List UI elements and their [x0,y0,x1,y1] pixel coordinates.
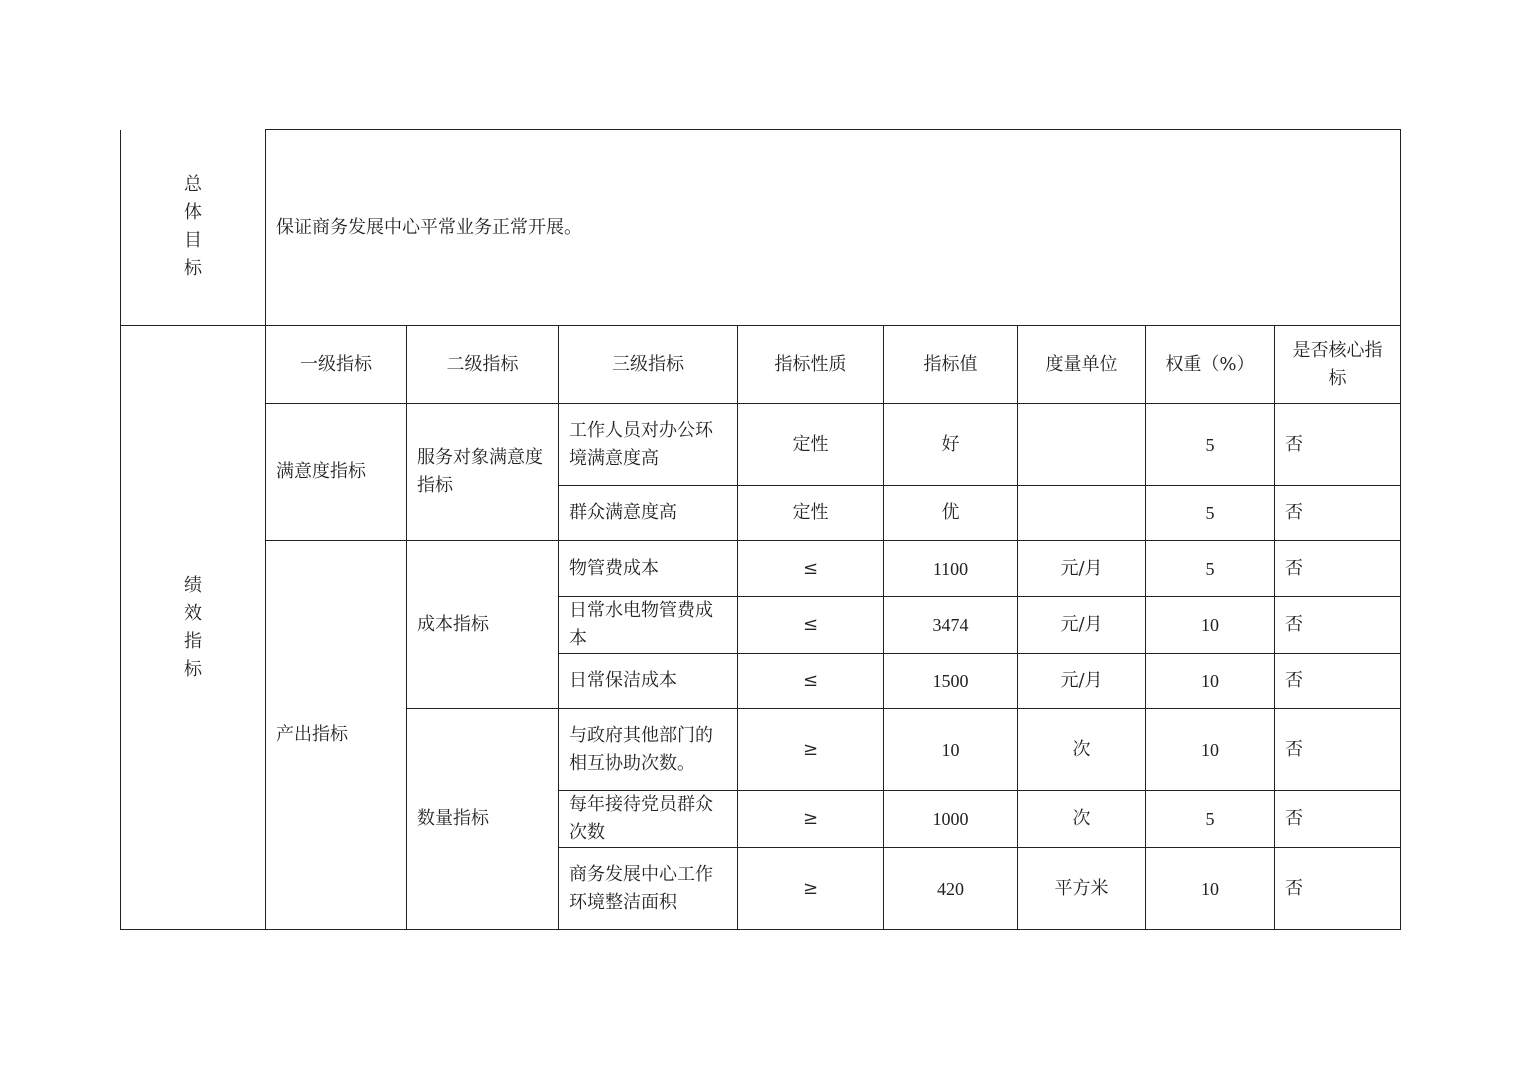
value-cell: 420 [884,848,1018,930]
value-cell: 优 [884,486,1018,541]
header-level2: 二级指标 [407,326,559,404]
nature-cell: ≥ [738,848,884,930]
core-cell: 否 [1275,404,1401,486]
nature-cell: ≤ [738,597,884,654]
table-row [121,404,1401,486]
value-cell: 10 [884,709,1018,791]
unit-cell: 平方米 [1018,848,1146,930]
level3-cell: 与政府其他部门的相互协助次数。 [559,709,738,791]
level3-cell: 物管费成本 [559,541,738,597]
overall-target-content: 保证商务发展中心平常业务正常开展。 [266,130,1401,326]
value-cell: 1500 [884,654,1018,709]
unit-cell: 元/月 [1018,597,1146,654]
level3-cell: 每年接待党员群众次数 [559,791,738,848]
unit-cell: 次 [1018,791,1146,848]
weight-cell: 5 [1146,541,1275,597]
header-nature: 指标性质 [738,326,884,404]
level1-cell: 满意度指标 [266,404,407,541]
value-cell: 1100 [884,541,1018,597]
value-cell: 好 [884,404,1018,486]
weight-cell: 10 [1146,709,1275,791]
value-cell: 1000 [884,791,1018,848]
table-header-row [121,326,1401,404]
unit-cell: 元/月 [1018,654,1146,709]
header-weight: 权重（%） [1146,326,1275,404]
weight-cell: 10 [1146,597,1275,654]
level3-cell: 工作人员对办公环境满意度高 [559,404,738,486]
level3-cell: 日常保洁成本 [559,654,738,709]
performance-target-table [120,129,1401,930]
nature-cell: ≥ [738,709,884,791]
core-cell: 否 [1275,709,1401,791]
header-value: 指标值 [884,326,1018,404]
weight-cell: 10 [1146,654,1275,709]
unit-cell: 次 [1018,709,1146,791]
unit-cell [1018,486,1146,541]
nature-cell: 定性 [738,404,884,486]
value-cell: 3474 [884,597,1018,654]
nature-cell: ≤ [738,541,884,597]
performance-label: 绩效指标 [184,574,202,680]
core-cell: 否 [1275,486,1401,541]
nature-cell: ≥ [738,791,884,848]
header-level3: 三级指标 [559,326,738,404]
performance-label-cell [121,326,266,930]
level3-cell: 商务发展中心工作环境整洁面积 [559,848,738,930]
table-row [121,541,1401,597]
overall-target-label: 总体目标 [184,174,202,280]
header-level1: 一级指标 [266,326,407,404]
nature-cell: 定性 [738,486,884,541]
nature-cell: ≤ [738,654,884,709]
core-cell: 否 [1275,848,1401,930]
overall-target-label-cell [121,130,266,326]
core-cell: 否 [1275,791,1401,848]
level2-cell: 数量指标 [407,709,559,930]
core-cell: 否 [1275,541,1401,597]
core-cell: 否 [1275,597,1401,654]
weight-cell: 5 [1146,404,1275,486]
level2-cell: 成本指标 [407,541,559,709]
unit-cell [1018,404,1146,486]
weight-cell: 5 [1146,791,1275,848]
level1-cell: 产出指标 [266,541,407,930]
unit-cell: 元/月 [1018,541,1146,597]
weight-cell: 10 [1146,848,1275,930]
weight-cell: 5 [1146,486,1275,541]
level3-cell: 群众满意度高 [559,486,738,541]
header-unit: 度量单位 [1018,326,1146,404]
core-cell: 否 [1275,654,1401,709]
level2-cell: 服务对象满意度指标 [407,404,559,541]
overall-target-row [121,130,1401,326]
level3-cell: 日常水电物管费成本 [559,597,738,654]
header-core: 是否核心指标 [1275,326,1401,404]
